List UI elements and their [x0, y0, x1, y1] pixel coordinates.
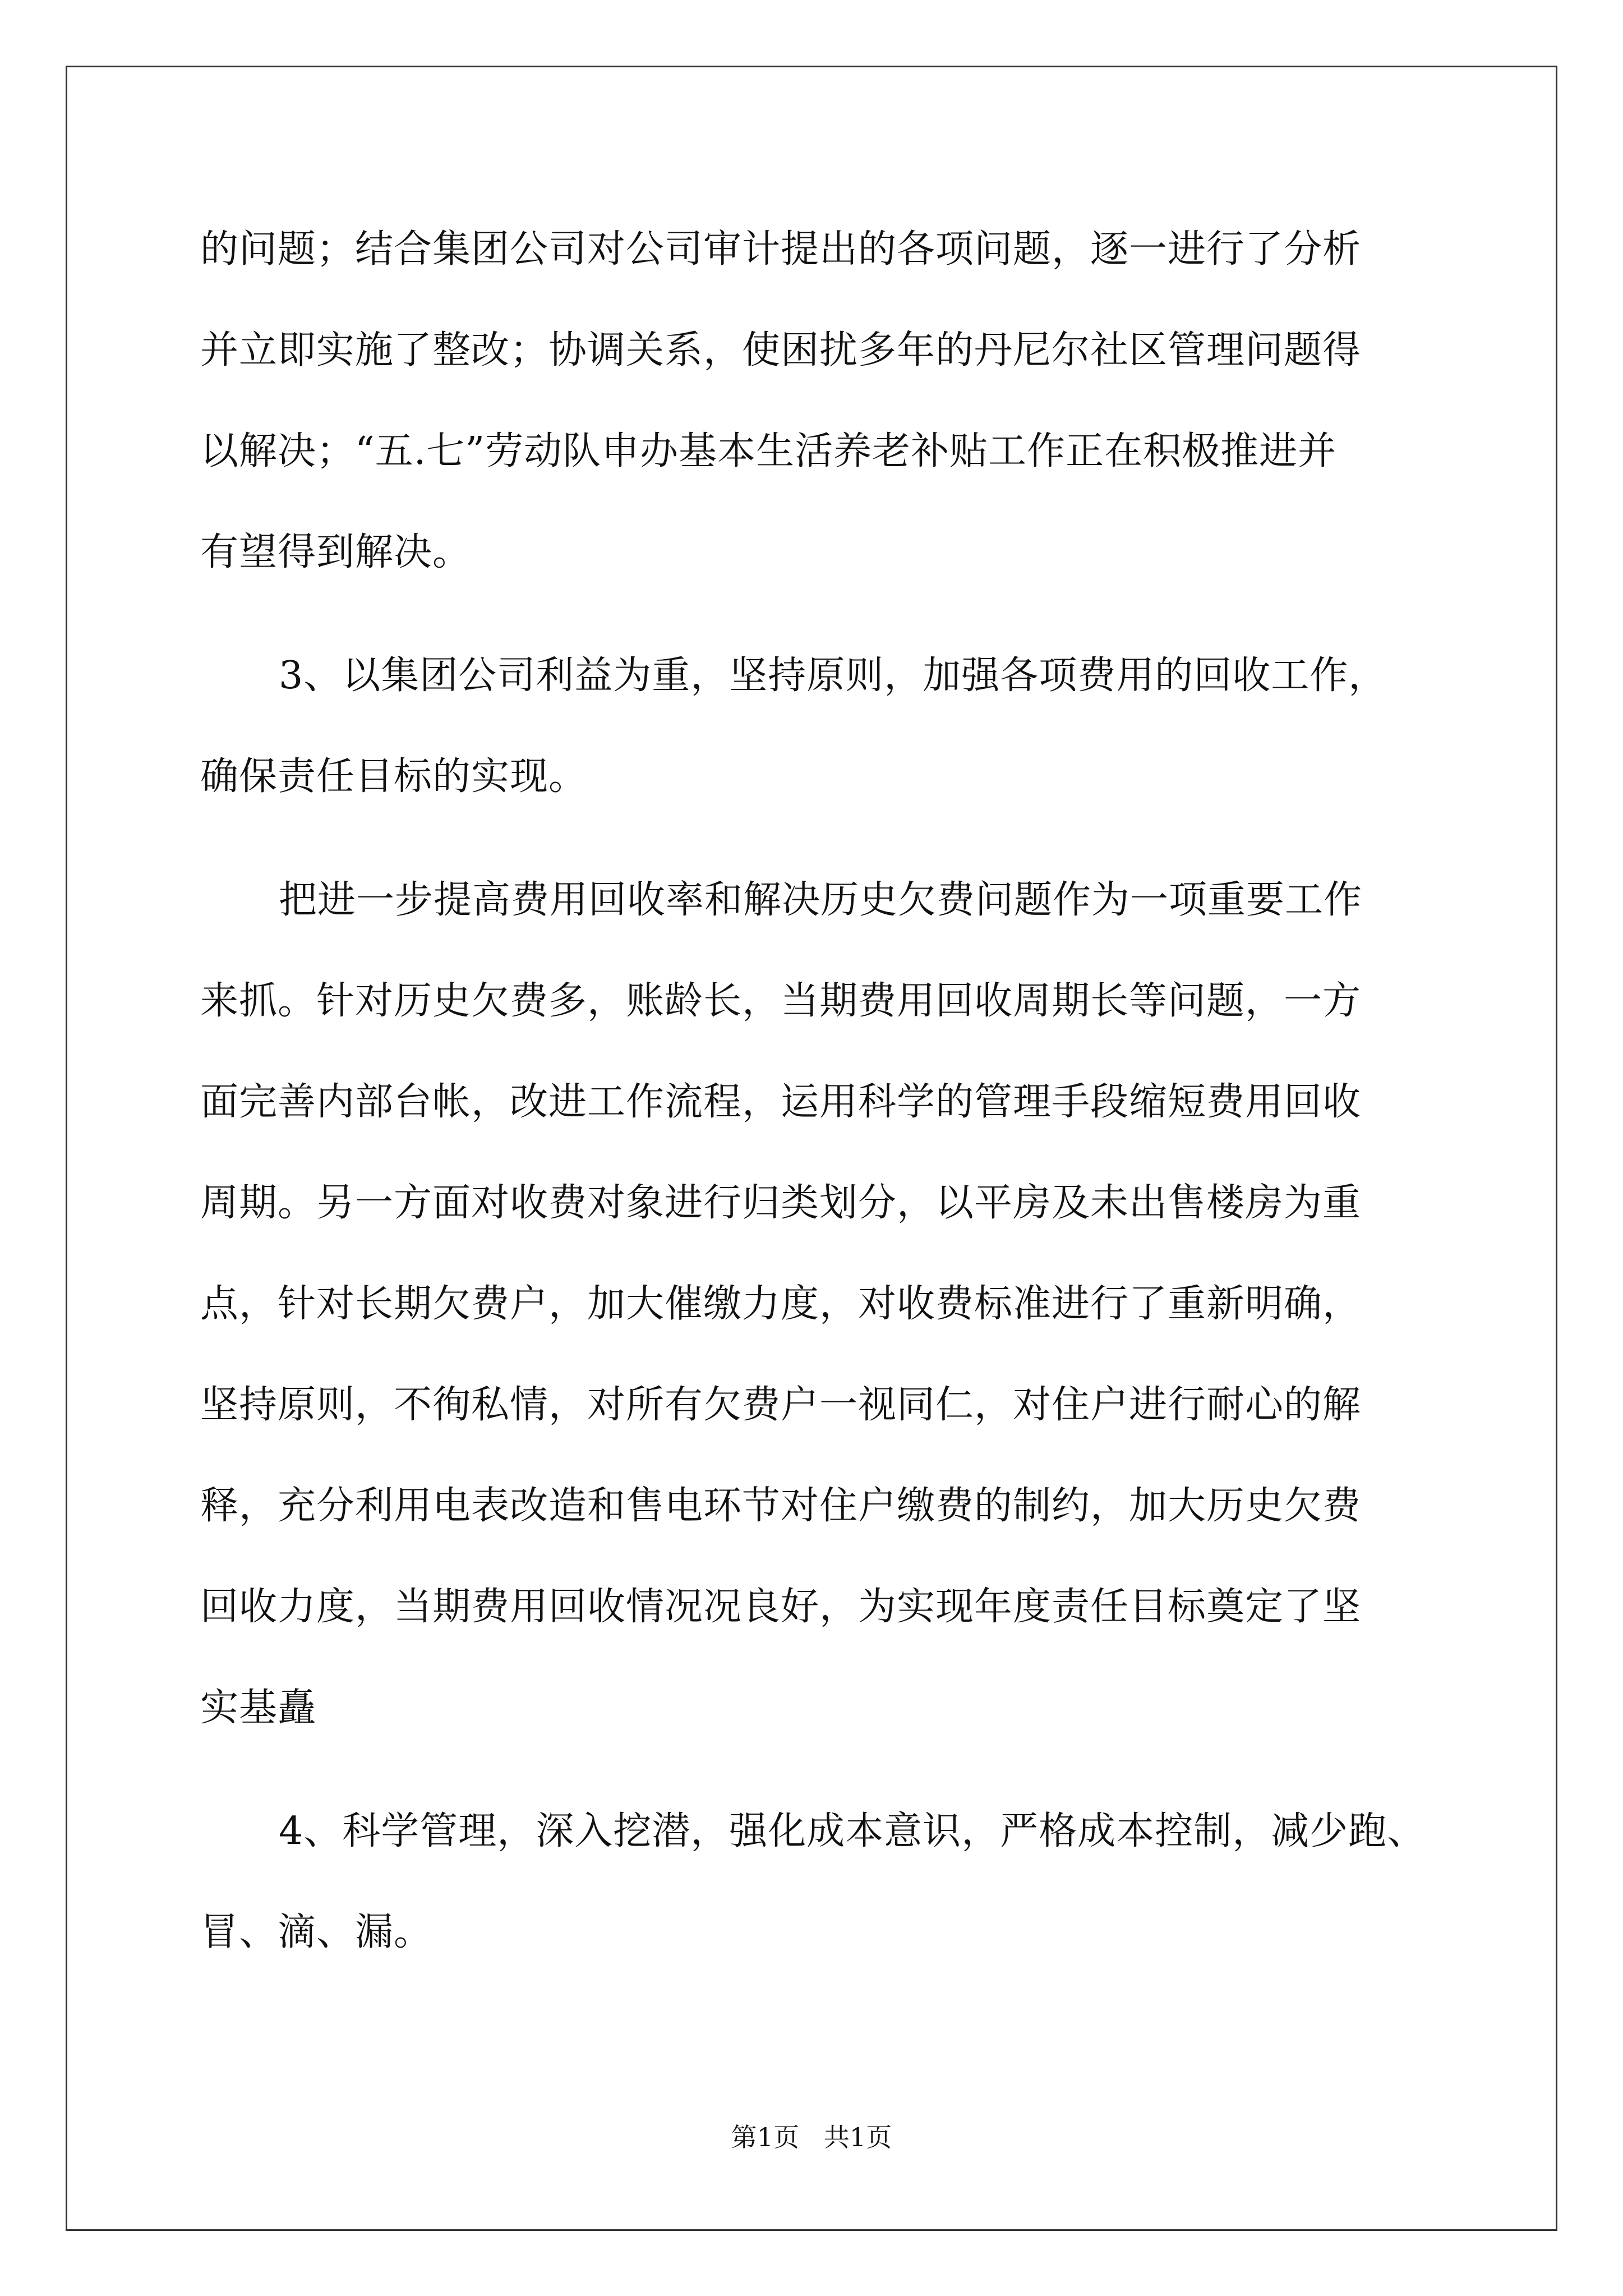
text-line-5: 3、以集团公司利益为重，坚持原则，加强各项费用的回收工作， [279, 654, 1387, 698]
page-border [66, 66, 1557, 2231]
text-line-9: 面完善内部台帐，改进工作流程，运用科学的管理手段缩短费用回收 [200, 1080, 1362, 1124]
text-line-10: 周期。另一方面对收费对象进行归类划分，以平房及未出售楼房为重 [200, 1181, 1362, 1225]
text-line-6: 确保责任目标的实现。 [200, 754, 588, 799]
text-line-7: 把进一步提高费用回收率和解决历史欠费问题作为一项重要工作 [279, 878, 1363, 922]
text-line-1: 的问题；结合集团公司对公司审计提出的各项问题，逐一进行了分析 [200, 227, 1362, 272]
text-line-2: 并立即实施了整改；协调关系，使困扰多年的丹尼尔社区管理问题得 [200, 328, 1362, 372]
text-line-8: 来抓。针对历史欠费多，账龄长，当期费用回收周期长等问题，一方 [200, 979, 1362, 1023]
text-line-12: 坚持原则，不徇私情，对所有欠费户一视同仁，对住户进行耐心的解 [200, 1383, 1362, 1427]
text-line-14: 回收力度，当期费用回收情况况良好，为实现年度责任目标奠定了坚 [200, 1585, 1362, 1629]
text-line-3: 以解决；“五.七”劳动队申办基本生活养老补贴工作正在积极推进并 [200, 429, 1337, 473]
text-line-11: 点，针对长期欠费户，加大催缴力度，对收费标准进行了重新明确， [200, 1282, 1362, 1326]
text-line-13: 释，充分利用电表改造和售电环节对住户缴费的制约，加大历史欠费 [200, 1484, 1362, 1528]
text-line-15: 实基矗 [200, 1686, 317, 1730]
page-number-footer: 第1页 共1页 [731, 2122, 892, 2152]
text-line-4: 有望得到解决。 [200, 530, 472, 574]
text-line-16: 4、科学管理，深入挖潜，强化成本意识，严格成本控制，减少跑、 [279, 1809, 1426, 1853]
text-line-17: 冒、滴、漏。 [200, 1910, 433, 1954]
